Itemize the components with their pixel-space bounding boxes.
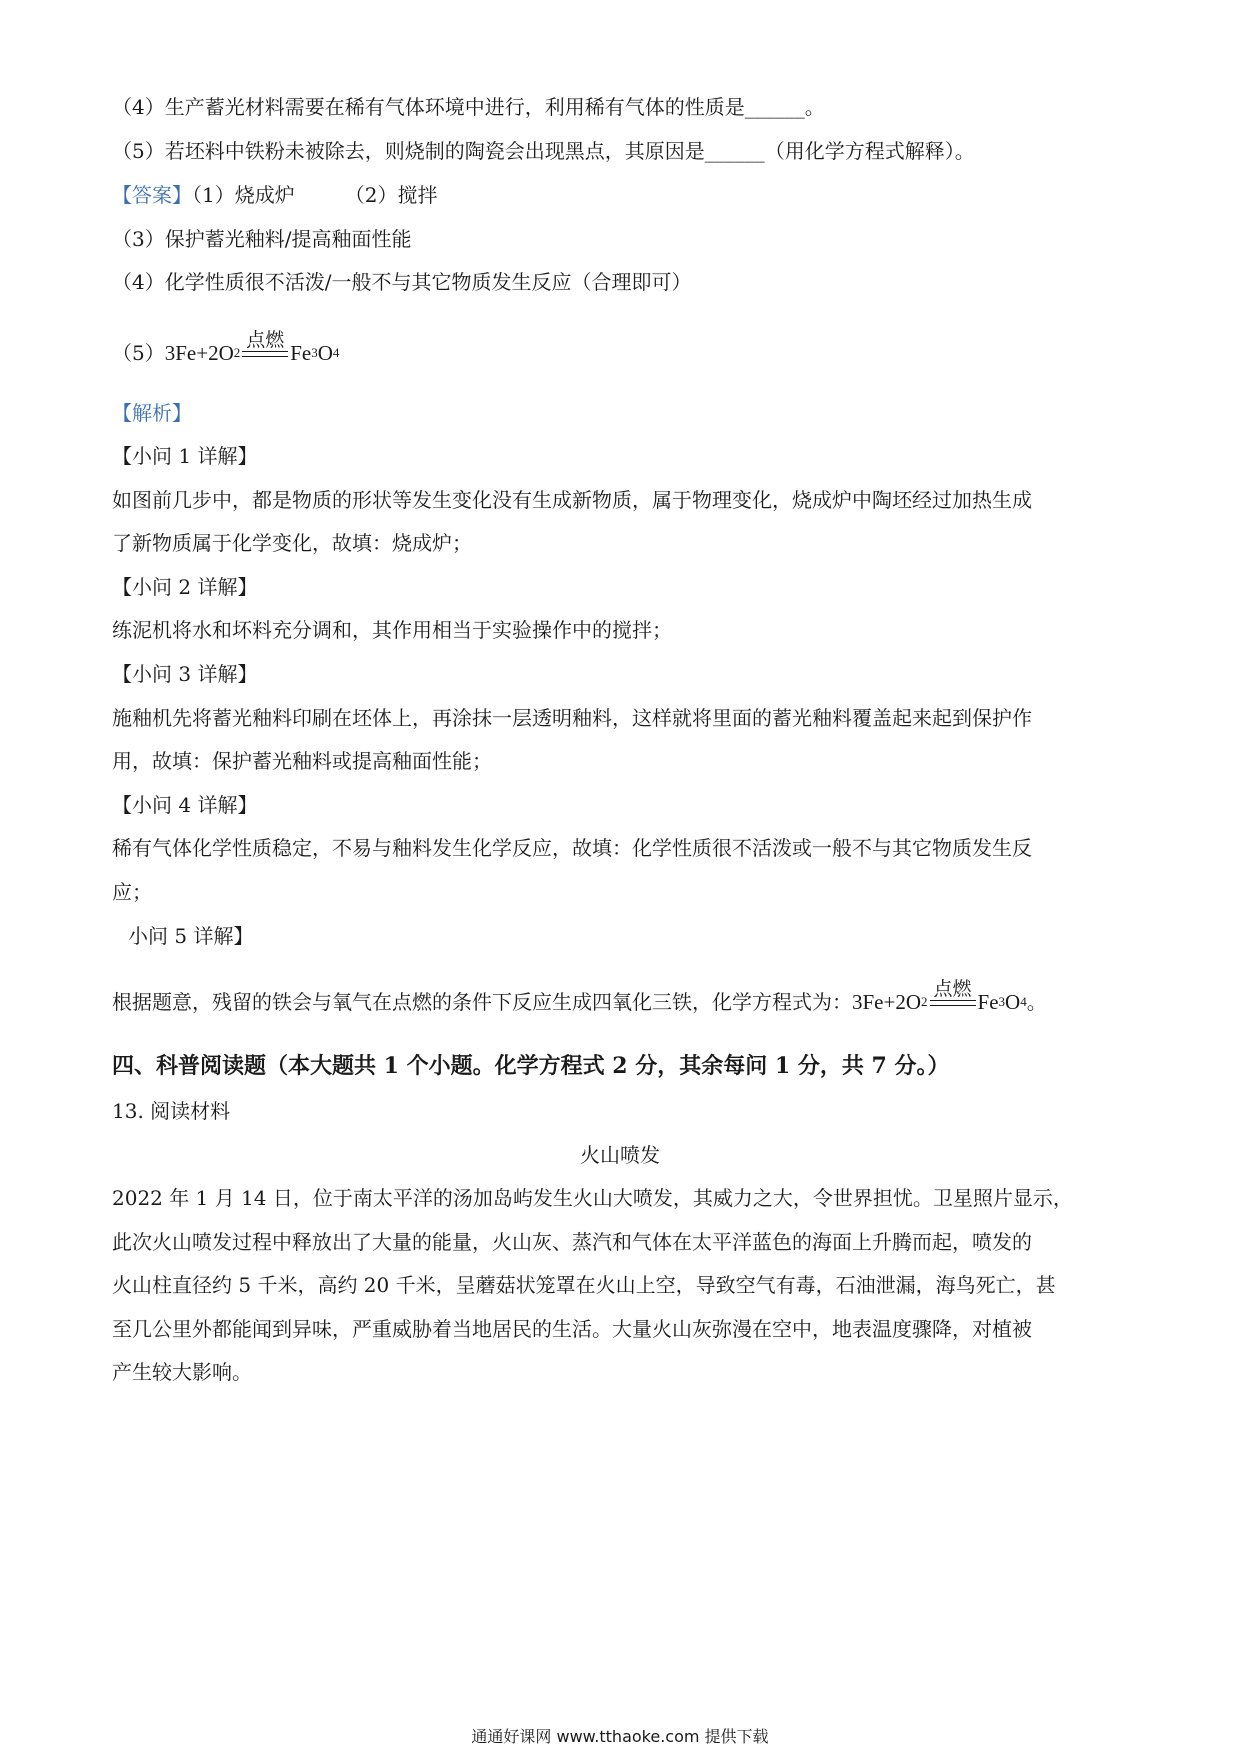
section-heading-2: 【小问 2 详解】 [112,575,258,599]
answer-tag: 【答案】 [112,183,192,207]
section-2-line-1: 练泥机将水和坏料充分调和，其作用相当于实验操作中的搅拌； [112,618,672,642]
passage-title: 火山喷发 [580,1143,660,1167]
section-heading-1: 【小问 1 详解】 [112,444,258,468]
section-heading-3: 【小问 3 详解】 [112,662,258,686]
section-4-line-1: 稀有气体化学性质稳定，不易与釉料发生化学反应，故填：化学性质很不活泼或一般不与其它物质发生反 [112,836,1032,860]
section-3-line-2: 用，故填：保护蓄光釉料或提高釉面性能； [112,749,492,773]
reaction-arrow [242,329,288,357]
answer-2: （2）搅拌 [344,183,438,207]
section-1-line-2: 了新物质属于化学变化，故填：烧成炉； [112,531,472,555]
passage-line-3: 火山柱直径约 5 千米，高约 20 千米，呈蘑菇状笼罩在火山上空，导致空气有毒，石油泄漏，海鸟死亡，甚 [112,1273,1056,1297]
answer-line-1 [112,180,437,210]
passage-line-2: 此次火山喷发过程中释放出了大量的能量，火山灰、蒸汽和气体在太平洋蓝色的海面上升腾而起，喷发的 [112,1230,1032,1254]
answer-1: （1）烧成炉 [192,183,295,207]
chemical-equation-2: 3Fe+2O 2 点燃 Fe 3 O 4 [852,978,1027,1014]
reaction-condition: 点燃 [246,329,285,351]
double-arrow-line [242,351,288,357]
reaction-arrow-2: 点燃 [930,978,976,1006]
answer-5-prefix: （5） [112,341,165,365]
answer-5 [112,329,340,368]
answer-3: （3）保护蓄光釉料/提高釉面性能 [112,227,412,251]
section-1-line-1: 如图前几步中，都是物质的形状等发生变化没有生成新物质，属于物理变化，烧成炉中陶坯经过加热生成 [112,488,1032,512]
question-item-5: （5）若坯料中铁粉未被除去，则烧制的陶瓷会出现黑点，其原因是______（用化学方程式解释）。 [112,139,975,163]
question-item-4: （4）生产蓄光材料需要在稀有气体环境中进行，利用稀有气体的性质是______。 [112,95,825,119]
section-heading-4: 【小问 4 详解】 [112,793,258,817]
section-heading-5: 小问 5 详解】 [128,924,254,948]
analysis-tag: 【解析】 [112,401,192,425]
chemical-equation: 3Fe+2O 2 点燃 Fe 3 O 4 [164,329,340,365]
section-5-line-1: 根据题意，残留的铁会与氧气在点燃的条件下反应生成四氧化三铁，化学方程式为： 3Fe+2O 2 点燃 Fe 3 O 4 。 [112,987,1047,1017]
section-4-line-2: 应； [112,880,152,904]
passage-line-4: 至几公里外都能闻到异味，严重威胁着当地居民的生活。大量火山灰弥漫在空中，地表温度骤降，对植被 [112,1317,1032,1341]
page-footer: 通通好课网 www.tthaoke.com 提供下载 [471,1727,769,1746]
passage-line-5: 产生较大影响。 [112,1360,252,1384]
question-13-label: 13. 阅读材料 [112,1099,231,1123]
passage-line-1: 2022 年 1 月 14 日，位于南太平洋的汤加岛屿发生火山大喷发，其威力之大，令世界担忧。卫星照片显示， [112,1186,1073,1210]
section-3-line-1: 施釉机先将蓄光釉料印刷在坯体上，再涂抹一层透明釉料，这样就将里面的蓄光釉料覆盖起来起到保护作 [112,706,1032,730]
answer-4: （4）化学性质很不活泼/一般不与其它物质发生反应（合理即可） [112,270,692,294]
section-4-title: 四、科普阅读题（本大题共 1 个小题。化学方程式 2 分，其余每问 1 分，共 7 分。） [112,1053,950,1079]
